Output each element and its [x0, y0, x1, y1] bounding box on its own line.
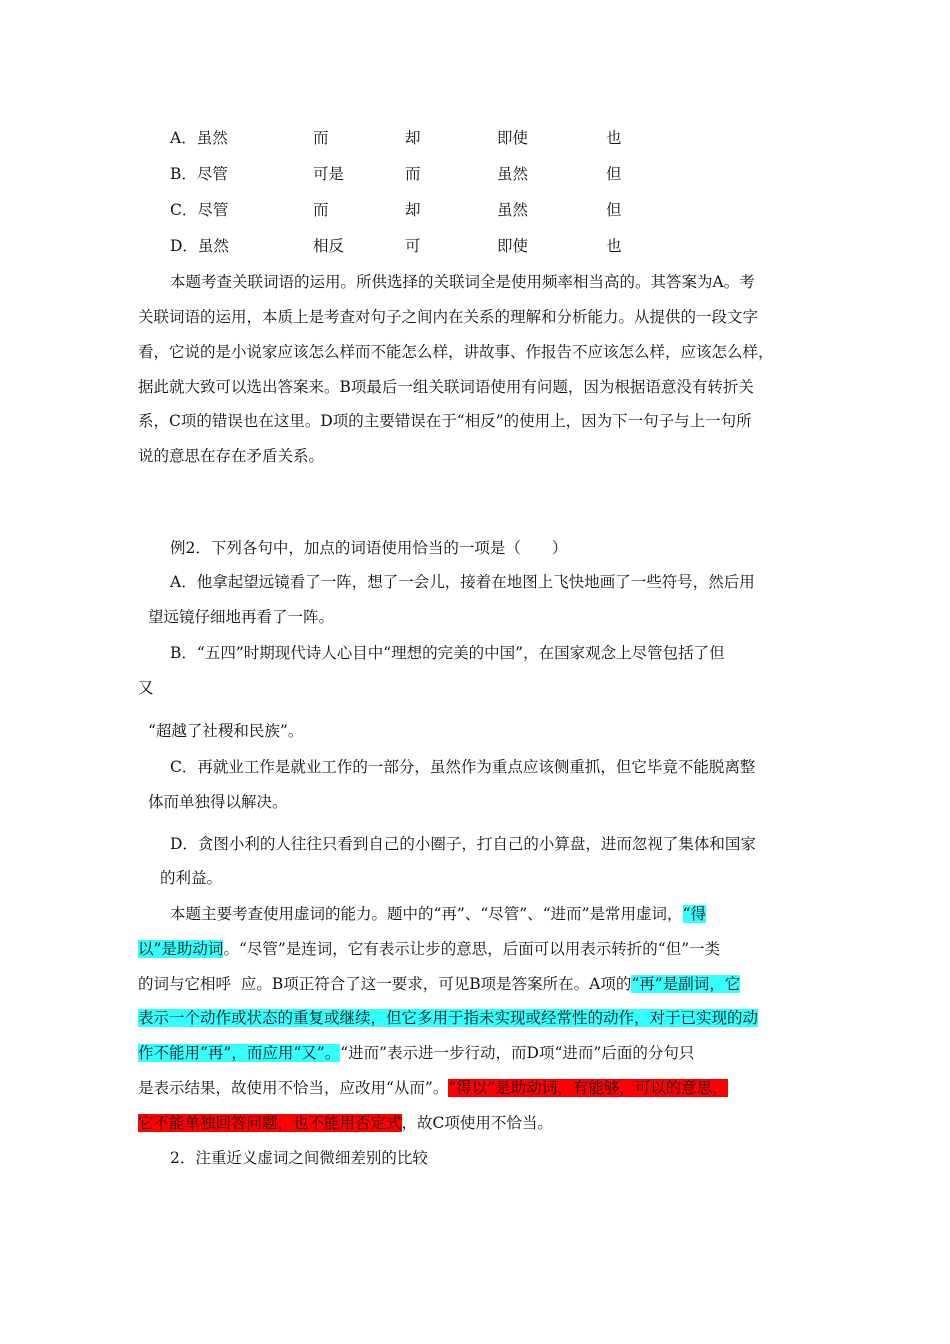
option-b-line1: B．“五四”时期现代诗人心目中“理想的完美的中国”，在国家观念上尽管包括了但 [170, 644, 725, 662]
analysis1-line: 本题考查关联词语的运用。所供选择的关联词全是使用频率相当高的。其答案为A。考 [170, 273, 755, 291]
analysis2-line [138, 972, 740, 994]
example2-question: 例2．下列各句中，加点的词语使用恰当的一项是（ ） [170, 539, 568, 557]
highlight-cyan: “再”是副词，它 [631, 975, 741, 993]
option-word: 而 [313, 129, 329, 147]
option-d-line2: 的利益。 [160, 869, 223, 887]
analysis2-text: 。“尽管”是连词，它有表示让步的意思，后面可以用表示转折的“但”一类 [223, 940, 721, 958]
option-word: 而 [405, 165, 421, 183]
option-word: 虽然 [497, 165, 529, 183]
analysis1-line: 说的意思在存在矛盾关系。 [138, 447, 325, 465]
option-word: 可 [405, 237, 421, 255]
highlight-cyan: 作不能用“再”，而应用“又”。 [138, 1044, 341, 1062]
option-word: 但 [606, 165, 622, 183]
option-word: 但 [606, 201, 622, 219]
option-word: 却 [405, 129, 421, 147]
analysis1-line: 关联词语的运用，本质上是考查对句子之间内在关系的理解和分析能力。从提供的一段文字 [138, 308, 759, 326]
option-label: A．虽然 [170, 129, 228, 147]
option-word: 而 [313, 201, 329, 219]
analysis2-line [138, 1041, 694, 1063]
highlight-cyan: 以”是助动词 [138, 940, 224, 958]
analysis2-text: 的词与它相呼 应。B项正符合了这一要求，可见B项是答案所在。A项的 [138, 975, 632, 993]
option-word: 却 [405, 201, 421, 219]
analysis2-line [138, 1006, 758, 1028]
option-label: B．尽管 [170, 165, 228, 183]
option-a-line2: 望远镜仔细地再看了一阵。 [148, 608, 335, 626]
analysis2-text: 是表示结果，故使用不恰当，应改用“从而”。 [138, 1079, 449, 1097]
highlight-cyan: 表示一个动作或状态的重复或继续，但它多用于指未实现或经常性的动作，对于已实现的动 [138, 1009, 759, 1027]
analysis2-text: 本题主要考查使用虚词的能力。题中的“再”、“尽管”、“进而”是常用虚词， [170, 905, 683, 923]
option-label: C．尽管 [170, 201, 229, 219]
option-c-line1: C．再就业工作是就业工作的一部分，虽然作为重点应该侧重抓，但它毕竟不能脱离整 [170, 758, 756, 776]
section-heading: 2．注重近义虚词之间微细差别的比较 [170, 1149, 428, 1167]
highlight-red: “得以”是助动词，有能够，可以的意思， [448, 1079, 728, 1097]
option-word: 即使 [497, 237, 529, 255]
option-word: 也 [606, 129, 622, 147]
option-word: 即使 [497, 129, 529, 147]
option-word: 也 [606, 237, 622, 255]
option-word: 可是 [313, 165, 345, 183]
analysis1-line: 据此就大致可以选出答案来。B项最后一组关联词语使用有问题，因为根据语意没有转折关 [138, 378, 754, 396]
analysis1-line: 系，C项的错误也在这里。D项的主要错误在于“相反”的使用上，因为下一句子与上一句所 [138, 412, 752, 430]
analysis2-text: “进而”表示进一步行动，而D项“进而”后面的分句只 [340, 1044, 695, 1062]
analysis1-line: 看，它说的是小说家应该怎么样而不能怎么样，讲故事、作报告不应该怎么样，应该怎么样， [138, 343, 774, 361]
analysis2-line [170, 902, 706, 924]
analysis2-text: ，故C项使用不恰当。 [401, 1114, 553, 1132]
option-word: 虽然 [497, 201, 529, 219]
analysis2-line [138, 1076, 728, 1098]
analysis2-line [138, 937, 720, 959]
option-word: 相反 [313, 237, 345, 255]
analysis2-line [138, 1111, 553, 1133]
option-a-line1: A．他拿起望远镜看了一阵，想了一会儿，接着在地图上飞快地画了一些符号，然后用 [170, 573, 755, 591]
option-b-line3: “超越了社稷和民族”。 [148, 722, 304, 740]
option-d-line1: D．贪图小利的人往往只看到自己的小圈子，打自己的小算盘，进而忽视了集体和国家 [170, 835, 756, 853]
option-c-line2: 体而单独得以解决。 [148, 793, 288, 811]
option-b-line2: 又 [138, 679, 154, 697]
highlight-red: 它不能单独回答问题，也不能用否定式 [138, 1114, 402, 1132]
highlight-cyan: “得 [682, 905, 706, 923]
option-label: D．虽然 [170, 237, 229, 255]
